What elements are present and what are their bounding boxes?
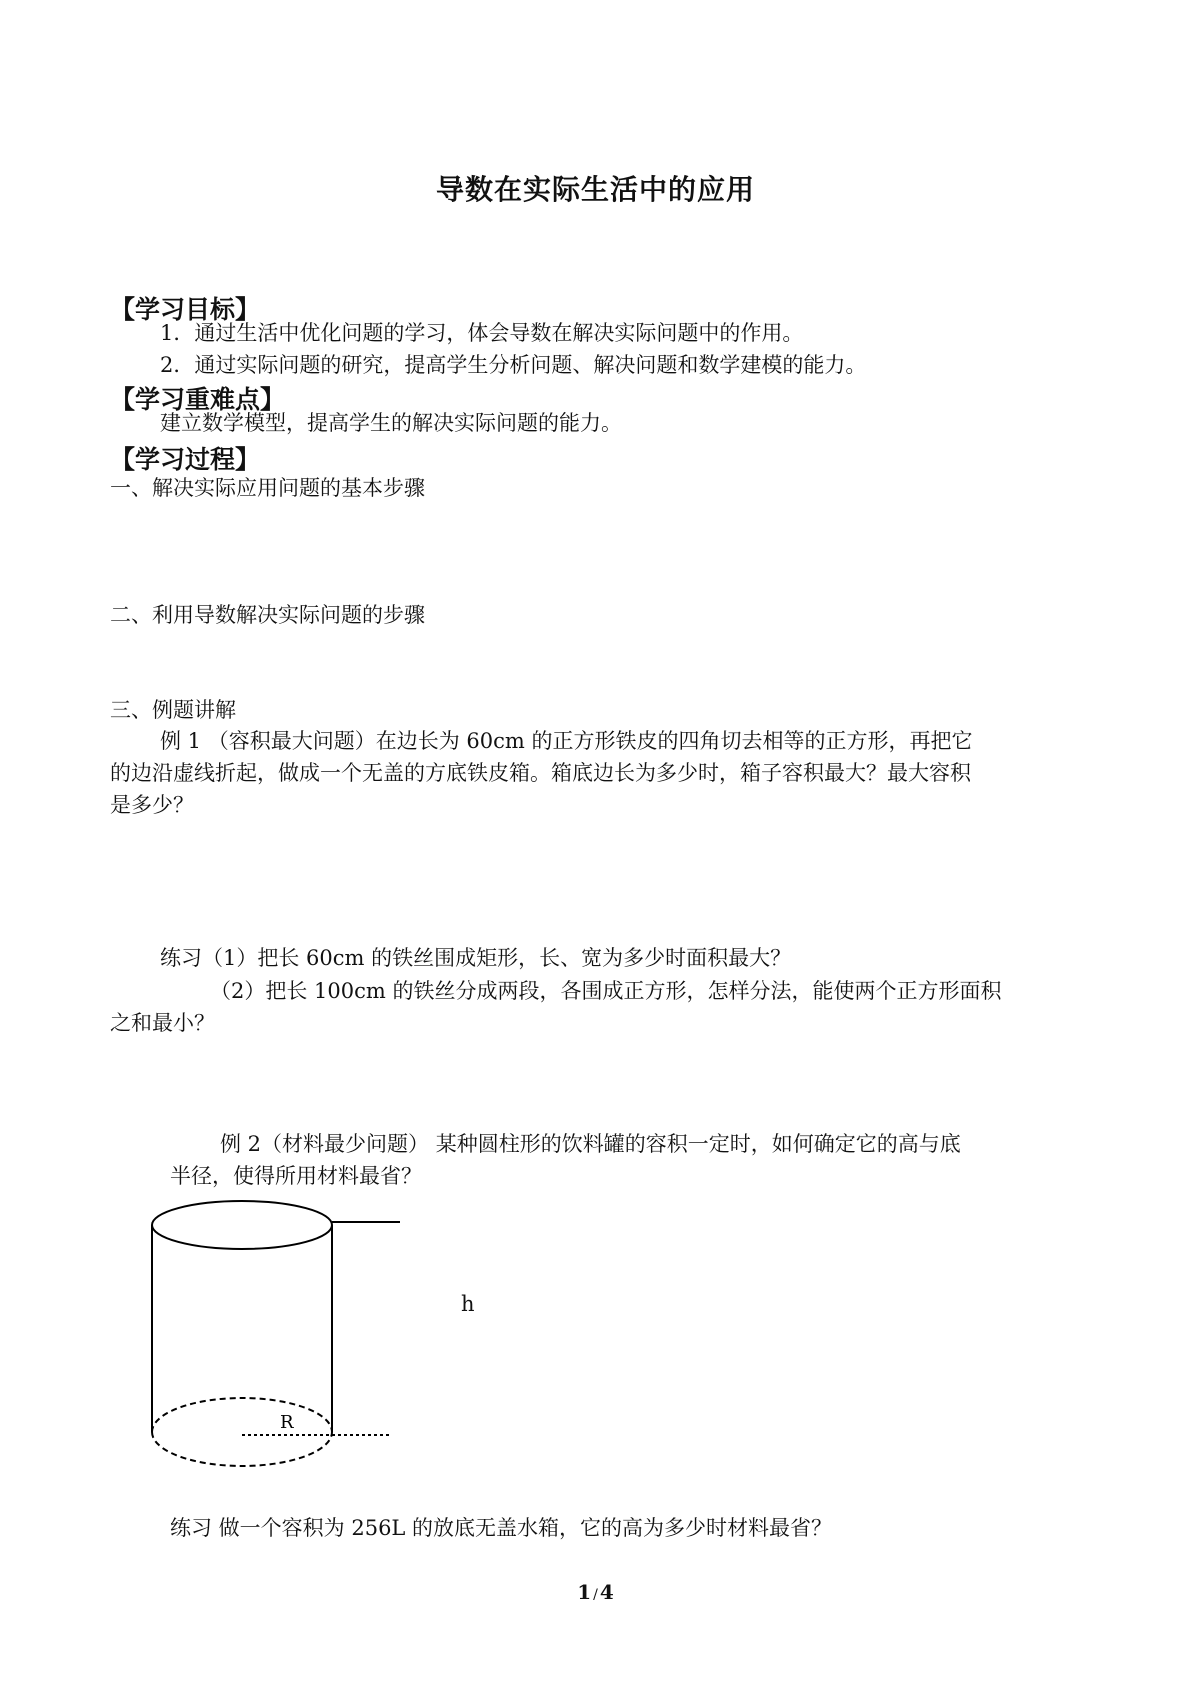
- key-points-heading: 【学习重难点】: [110, 385, 286, 414]
- example-1-line-3: 是多少？: [110, 793, 194, 817]
- example-1-line-1: 例 1 （容积最大问题）在边长为 60cm 的正方形铁皮的四角切去相等的正方形，再把它: [160, 729, 973, 753]
- part-2-heading: 二、利用导数解决实际问题的步骤: [110, 603, 425, 627]
- example-1-line-2: 的边沿虚线折起，做成一个无盖的方底铁皮箱。箱底边长为多少时，箱子容积最大？最大容积: [110, 761, 971, 785]
- part-1-heading: 一、解决实际应用问题的基本步骤: [110, 476, 425, 500]
- page-number-total: 4: [599, 1580, 614, 1604]
- goal-item-1: 1．通过生活中优化问题的学习，体会导数在解决实际问题中的作用。: [160, 321, 804, 345]
- practice-1-line-2: （2）把长 100cm 的铁丝分成两段，各围成正方形，怎样分法，能使两个正方形面积: [210, 979, 1002, 1003]
- key-points-text: 建立数学模型，提高学生的解决实际问题的能力。: [160, 411, 622, 435]
- goal-item-2: 2．通过实际问题的研究，提高学生分析问题、解决问题和数学建模的能力。: [160, 353, 867, 377]
- cylinder-bottom-front-arc: [152, 1432, 332, 1466]
- radius-label: R: [280, 1412, 294, 1433]
- height-label: h: [461, 1292, 475, 1316]
- example-2-line-1: 例 2（材料最少问题） 某种圆柱形的饮料罐的容积一定时，如何确定它的高与底: [220, 1132, 961, 1156]
- cylinder-bottom-back-arc: [152, 1398, 332, 1432]
- practice-2-text: 练习 做一个容积为 256L 的放底无盖水箱，它的高为多少时材料最省？: [170, 1516, 833, 1540]
- process-heading: 【学习过程】: [110, 445, 261, 474]
- cylinder-diagram: [150, 1200, 410, 1480]
- page-number: [0, 1580, 1191, 1604]
- practice-1-line-3: 之和最小？: [110, 1011, 215, 1035]
- cylinder-top-ellipse: [152, 1201, 332, 1249]
- goals-heading: 【学习目标】: [110, 295, 261, 324]
- part-3-heading: 三、例题讲解: [110, 698, 236, 722]
- page-number-current: 1: [577, 1580, 592, 1604]
- document-title: 导数在实际生活中的应用: [435, 173, 755, 206]
- practice-1-line-1: 练习（1）把长 60cm 的铁丝围成矩形，长、宽为多少时面积最大？: [160, 946, 792, 970]
- page-number-separator: /: [593, 1587, 598, 1603]
- example-2-line-2: 半径，使得所用材料最省？: [170, 1164, 422, 1188]
